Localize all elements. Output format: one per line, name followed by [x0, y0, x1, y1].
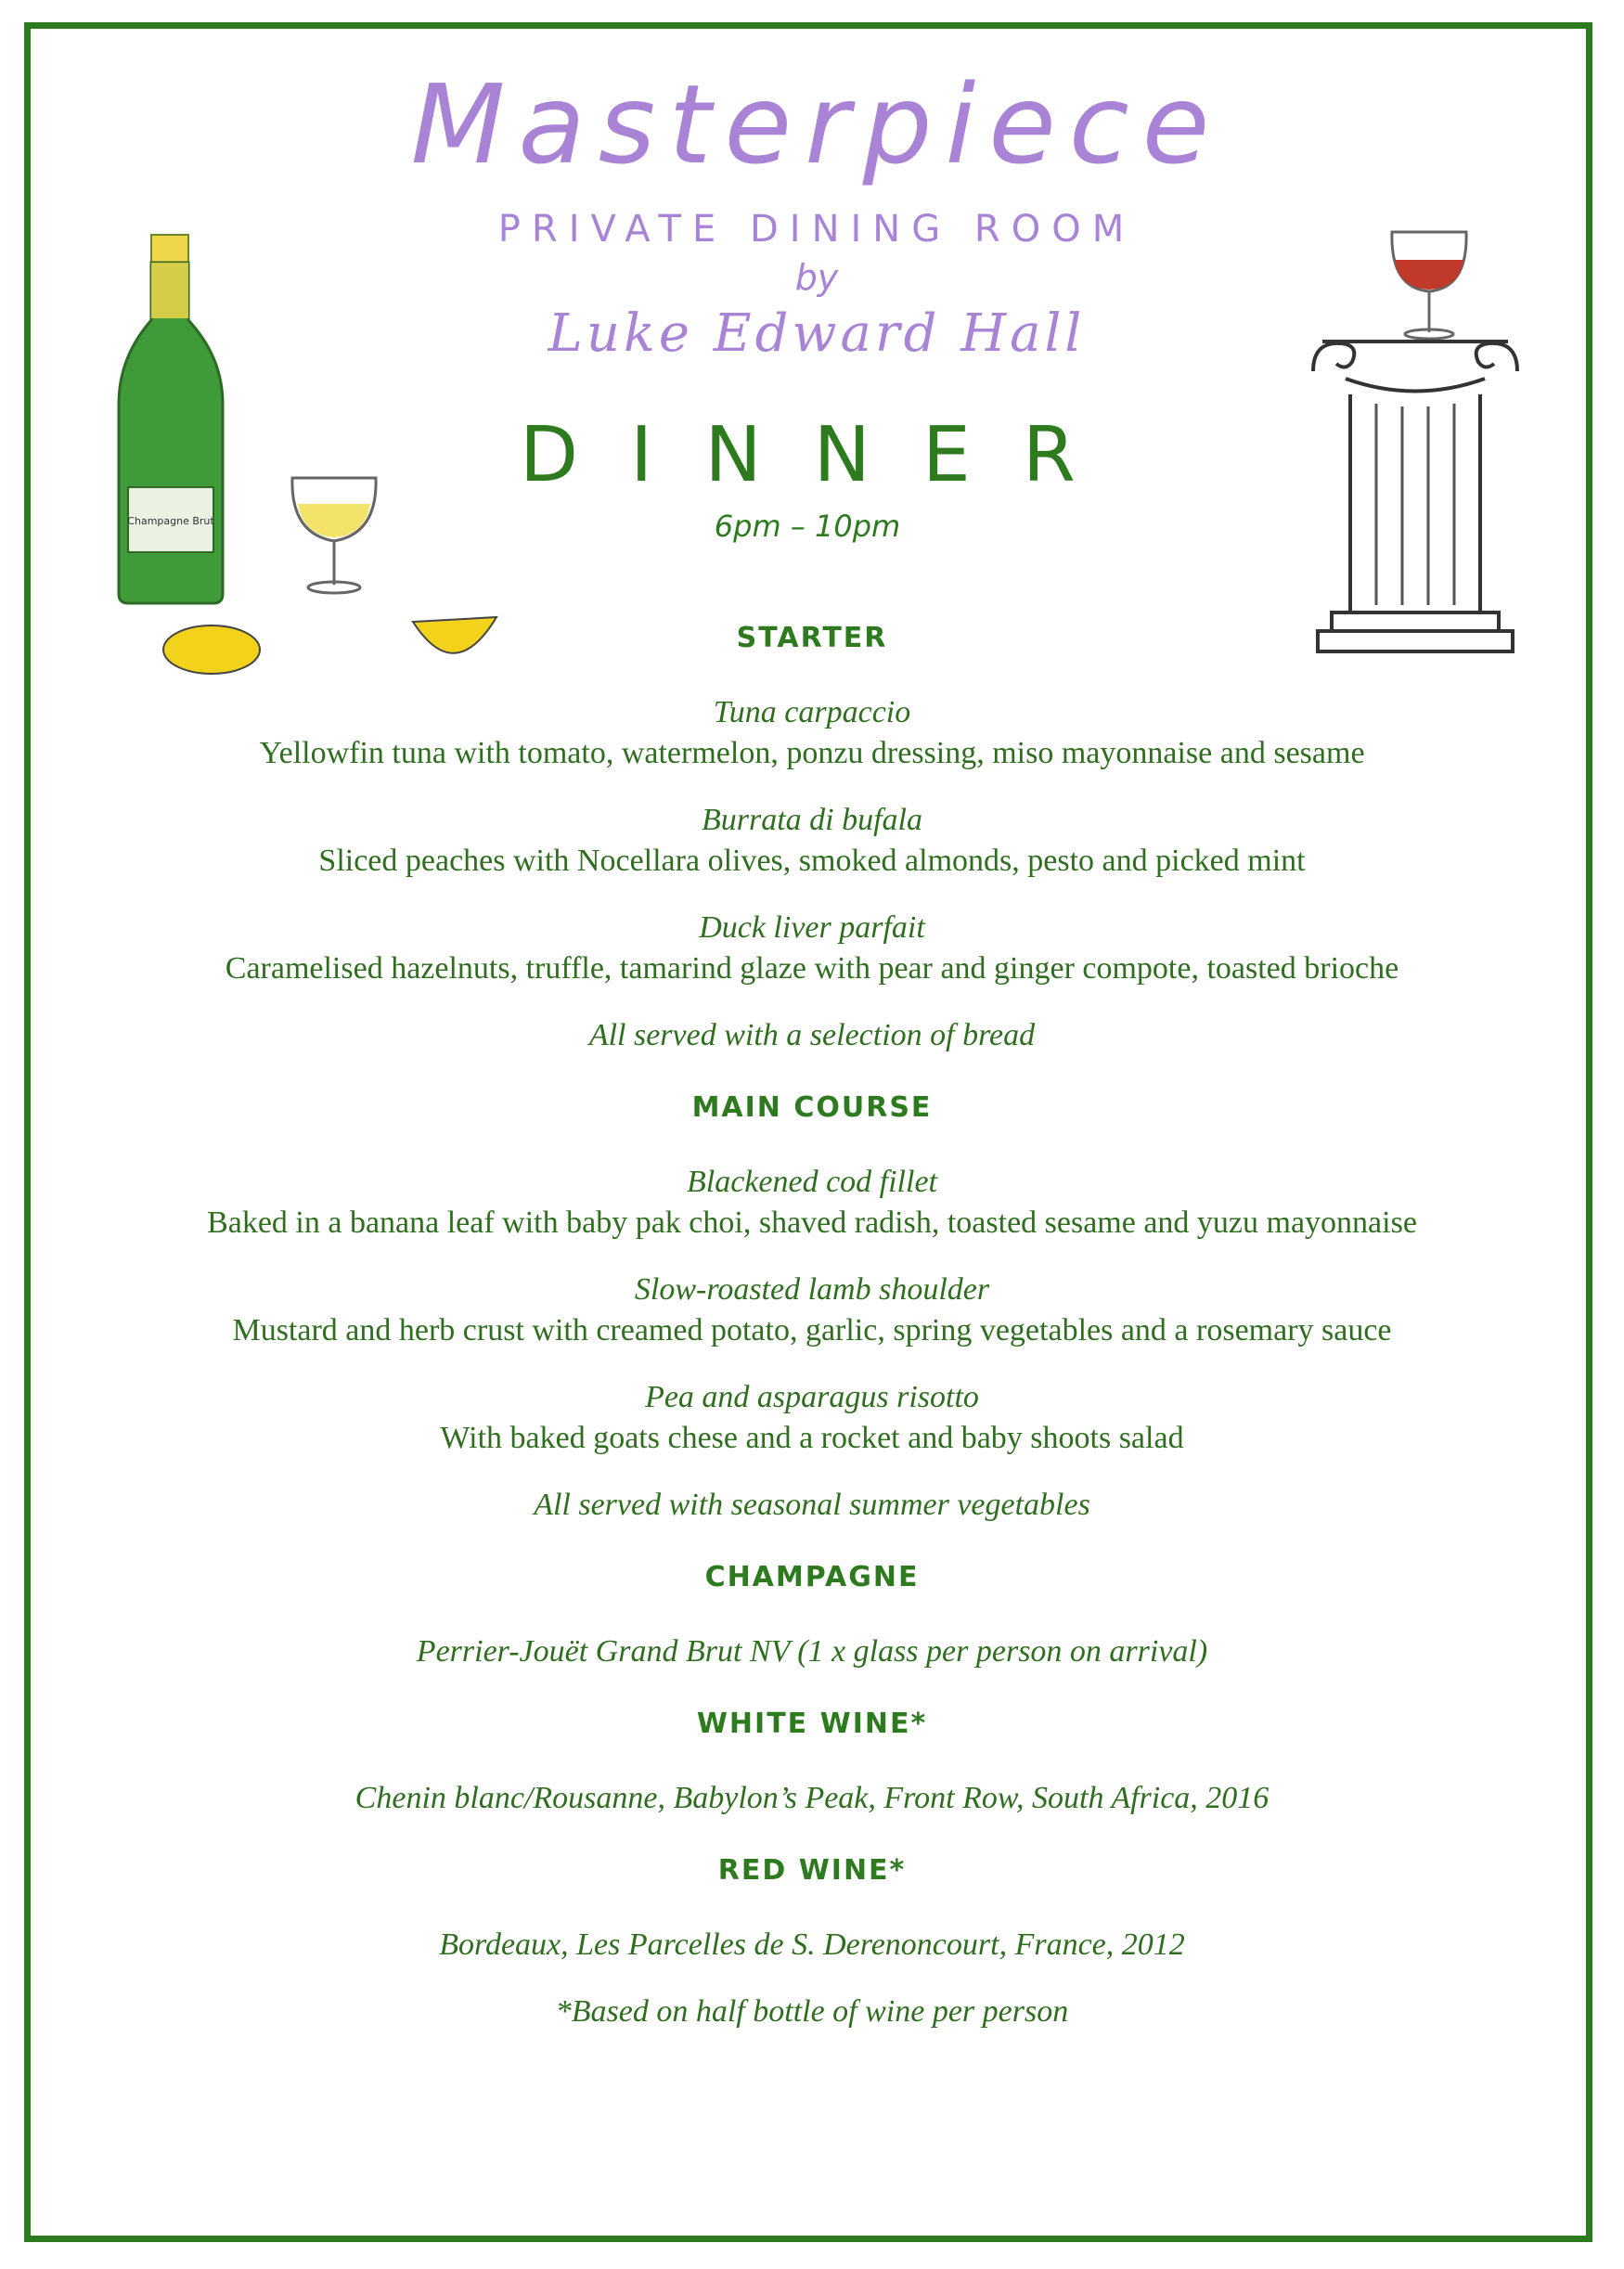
dish-description: Baked in a banana leaf with baby pak choi, shaved radish, toasted sesame and yuzu mayonnaise: [207, 1205, 1417, 1240]
footnote: *Based on half bottle of wine per person: [555, 1994, 1069, 2029]
section-note: All served with seasonal summer vegetables: [534, 1488, 1090, 1522]
bottle-label-text: Champagne Brut: [127, 515, 214, 527]
by-text: by: [794, 257, 839, 298]
column-with-red-wine-icon: [1295, 223, 1536, 659]
dish-name: Slow-roasted lamb shoulder: [634, 1272, 990, 1307]
section-heading-starter: STARTER: [736, 622, 888, 654]
dish-name: Pea and asparagus risotto: [645, 1380, 979, 1414]
service-hours: 6pm – 10pm: [714, 509, 901, 544]
dish-item: [37, 1270, 1587, 1351]
red-wine-item: Bordeaux, Les Parcelles de S. Derenoncourt, France, 2012: [439, 1927, 1185, 1962]
dish-item: [37, 1162, 1587, 1244]
dish-description: Caramelised hazelnuts, truffle, tamarind glaze with pear and ginger compote, toasted brioche: [225, 951, 1399, 986]
restaurant-logo: Masterpiece: [410, 60, 1223, 188]
dish-description: With baked goats chese and a rocket and baby shoots salad: [440, 1421, 1184, 1455]
menu-body: [37, 612, 1587, 2032]
dish-name: Duck liver parfait: [699, 910, 925, 945]
champagne-bottle-icon: [111, 227, 232, 608]
champagne-item: Perrier-Jouët Grand Brut NV (1 x glass per person on arrival): [416, 1634, 1208, 1669]
section-heading-main-course: MAIN COURSE: [691, 1091, 933, 1124]
dish-name: Tuna carpaccio: [713, 695, 911, 729]
dish-name: Blackened cod fillet: [687, 1165, 937, 1199]
dish-name: Burrata di bufala: [701, 803, 923, 837]
dish-description: Mustard and herb crust with creamed potato, garlic, spring vegetables and a rosemary sauce: [232, 1313, 1392, 1347]
dish-description: Yellowfin tuna with tomato, watermelon, ponzu dressing, miso mayonnaise and sesame: [259, 736, 1365, 770]
white-wine-glass-icon: [283, 469, 385, 599]
dish-item: [37, 692, 1587, 774]
section-heading-red-wine: RED WINE*: [717, 1854, 907, 1887]
dish-item: [37, 1377, 1587, 1459]
section-heading-white-wine: WHITE WINE*: [696, 1708, 928, 1740]
designer-name: Luke Edward Hall: [548, 303, 1086, 364]
meal-title: DINNER: [520, 411, 1128, 499]
venue-subtitle: PRIVATE DINING ROOM: [497, 208, 1136, 251]
white-wine-item: Chenin blanc/Rousanne, Babylon’s Peak, Front Row, South Africa, 2016: [354, 1781, 1270, 1815]
section-heading-champagne: CHAMPAGNE: [704, 1561, 920, 1593]
dish-item: [37, 800, 1587, 882]
section-note: All served with a selection of bread: [588, 1018, 1036, 1052]
dish-description: Sliced peaches with Nocellara olives, smoked almonds, pesto and picked mint: [318, 844, 1306, 878]
header: [399, 60, 1234, 364]
dish-item: [37, 908, 1587, 989]
